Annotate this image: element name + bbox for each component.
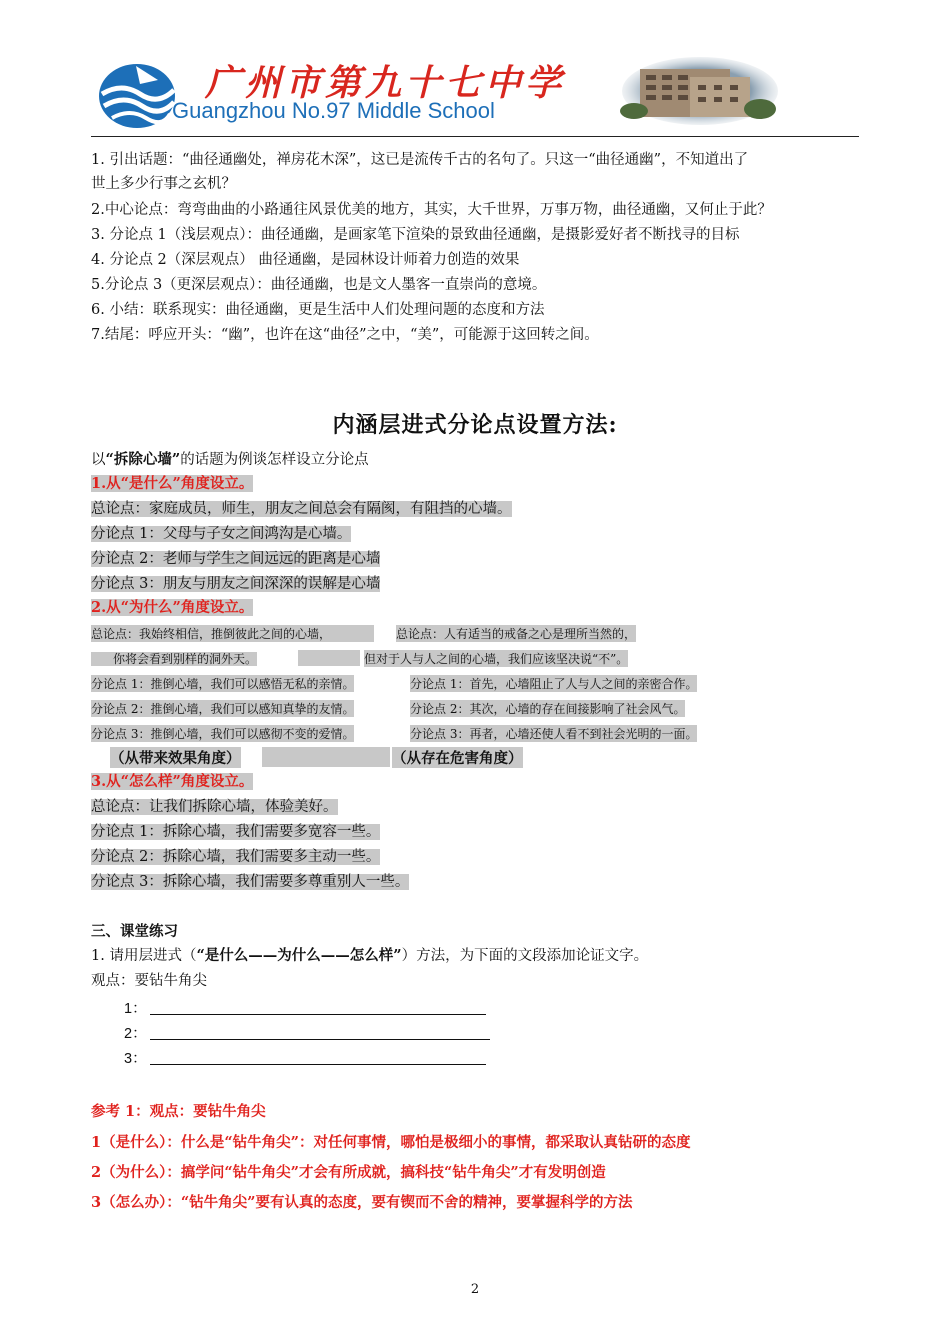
reference-item: 1（是什么）：什么是“钻牛角尖”：对任何事情，哪怕是极细小的事情，都采取认真钻研的态度 — [91, 1134, 691, 1151]
part2-right-claim: 总论点：人有适当的戒备之心是理所当然的， — [396, 627, 637, 641]
part2-heading: 2.从“为什么”角度设立。 — [91, 599, 254, 616]
school-building-photo — [620, 55, 780, 127]
part1-line: 分论点 3：朋友与朋友之间深深的误解是心墙 — [91, 576, 381, 592]
part1-heading: 1.从“是什么”角度设立。 — [91, 475, 254, 492]
blank-label: 2： — [124, 1026, 147, 1042]
part2-left-point: 分论点 1：推倒心墙，我们可以感悟无私的亲情。 — [91, 677, 355, 691]
part2-right-point: 分论点 3：再者，心墙还使人看不到社会光明的一面。 — [410, 727, 698, 741]
part3-line: 分论点 2：拆除心墙，我们需要多主动一些。 — [91, 849, 381, 865]
intro-line: 世上多少行事之玄机？ — [91, 176, 236, 192]
school-logo-icon — [96, 60, 178, 132]
intro-line: 1. 引出话题：“曲径通幽处，禅房花木深”，这已是流传千古的名句了。只这一“曲径通幽”，不知道出了 — [91, 152, 749, 168]
school-name-cn: 广州市第九十七中学 — [205, 62, 566, 104]
part2-left-claim-cont: 你将会看到别样的洞外天。 — [91, 650, 363, 667]
part2-left-point: 分论点 2：推倒心墙，我们可以感知真挚的友情。 — [91, 702, 355, 716]
intro-line: 2.中心论点：弯弯曲曲的小路通往风景优美的地方，其实，大千世界，万事万物，曲径通幽，又何止于此？ — [91, 202, 772, 218]
part2-left-point: 分论点 3：推倒心墙，我们可以感彻不变的爱情。 — [91, 727, 355, 741]
school-name-en: Guangzhou No.97 Middle School — [172, 98, 495, 123]
caption-gap-shade — [262, 747, 390, 767]
blank-label: 3： — [124, 1051, 147, 1067]
reference-title: 参考 1：观点：要钻牛角尖 — [91, 1103, 266, 1120]
caption-effect: （从带来效果角度） — [110, 747, 241, 768]
part2-right-claim-cont: 但对于人与人之间的心墙，我们应该坚决说“不”。 — [364, 652, 629, 666]
answer-blank-2[interactable] — [150, 1039, 490, 1040]
intro-line: 5.分论点 3（更深层观点）：曲径通幽，也是文人墨客一直崇尚的意境。 — [91, 277, 547, 293]
exercise-question: 1. 请用层进式（“是什么——为什么——怎么样”）方法，为下面的文段添加论证文字。 — [91, 947, 649, 964]
part1-line: 分论点 1：父母与子女之间鸿沟是心墙。 — [91, 526, 352, 542]
part2-right-point: 分论点 2：其次，心墙的存在间接影响了社会风气。 — [410, 702, 686, 716]
reference-item: 2（为什么）：搞学问“钻牛角尖”才会有所成就，搞科技“钻牛角尖”才有发明创造 — [91, 1164, 606, 1181]
example-intro: 以“拆除心墙”的话题为例谈怎样设立分论点 — [91, 451, 369, 468]
intro-line: 6. 小结：联系现实：曲径通幽，更是生活中人们处理问题的态度和方法 — [91, 302, 545, 318]
exercise-heading: 三、课堂练习 — [91, 923, 178, 940]
caption-harm: （从存在危害角度） — [392, 747, 523, 768]
part2-left-claim: 总论点：我始终相信，推倒彼此之间的心墙， — [91, 625, 374, 642]
part1-line: 总论点：家庭成员，师生，朋友之间总会有隔阂，有阻挡的心墙。 — [91, 501, 512, 517]
page-number: 2 — [470, 1282, 480, 1297]
answer-blank-3[interactable] — [150, 1064, 486, 1065]
part3-heading: 3.从“怎么样”角度设立。 — [91, 773, 254, 790]
part2-right-point: 分论点 1：首先，心墙阻止了人与人之间的亲密合作。 — [410, 677, 698, 691]
reference-item: 3（怎么办）：“钻牛角尖”要有认真的态度，要有锲而不舍的精神，要掌握科学的方法 — [91, 1194, 633, 1211]
exercise-viewpoint: 观点：要钻牛角尖 — [91, 973, 207, 989]
part3-line: 分论点 3：拆除心墙，我们需要多尊重别人一些。 — [91, 874, 410, 890]
intro-line: 7.结尾：呼应开头：“幽”，也许在这“曲径”之中，“美”，可能源于这回转之间。 — [91, 327, 599, 343]
intro-line: 4. 分论点 2（深层观点） 曲径通幽，是园林设计师着力创造的效果 — [91, 252, 520, 268]
header-divider — [91, 136, 859, 137]
part3-line: 分论点 1：拆除心墙，我们需要多宽容一些。 — [91, 824, 381, 840]
part1-line: 分论点 2：老师与学生之间远远的距离是心墙 — [91, 551, 381, 567]
part2-captions — [110, 747, 544, 767]
answer-blank-1[interactable] — [150, 1014, 486, 1015]
blank-label: 1： — [124, 1001, 147, 1017]
part3-line: 总论点：让我们拆除心墙，体验美好。 — [91, 799, 338, 815]
intro-line: 3. 分论点 1（浅层观点）：曲径通幽，是画家笔下渲染的景致曲径通幽，是摄影爱好者不断找寻的目标 — [91, 227, 740, 243]
section-title: 内涵层进式分论点设置方法: — [332, 412, 618, 438]
part2-gap-shade — [298, 650, 360, 666]
